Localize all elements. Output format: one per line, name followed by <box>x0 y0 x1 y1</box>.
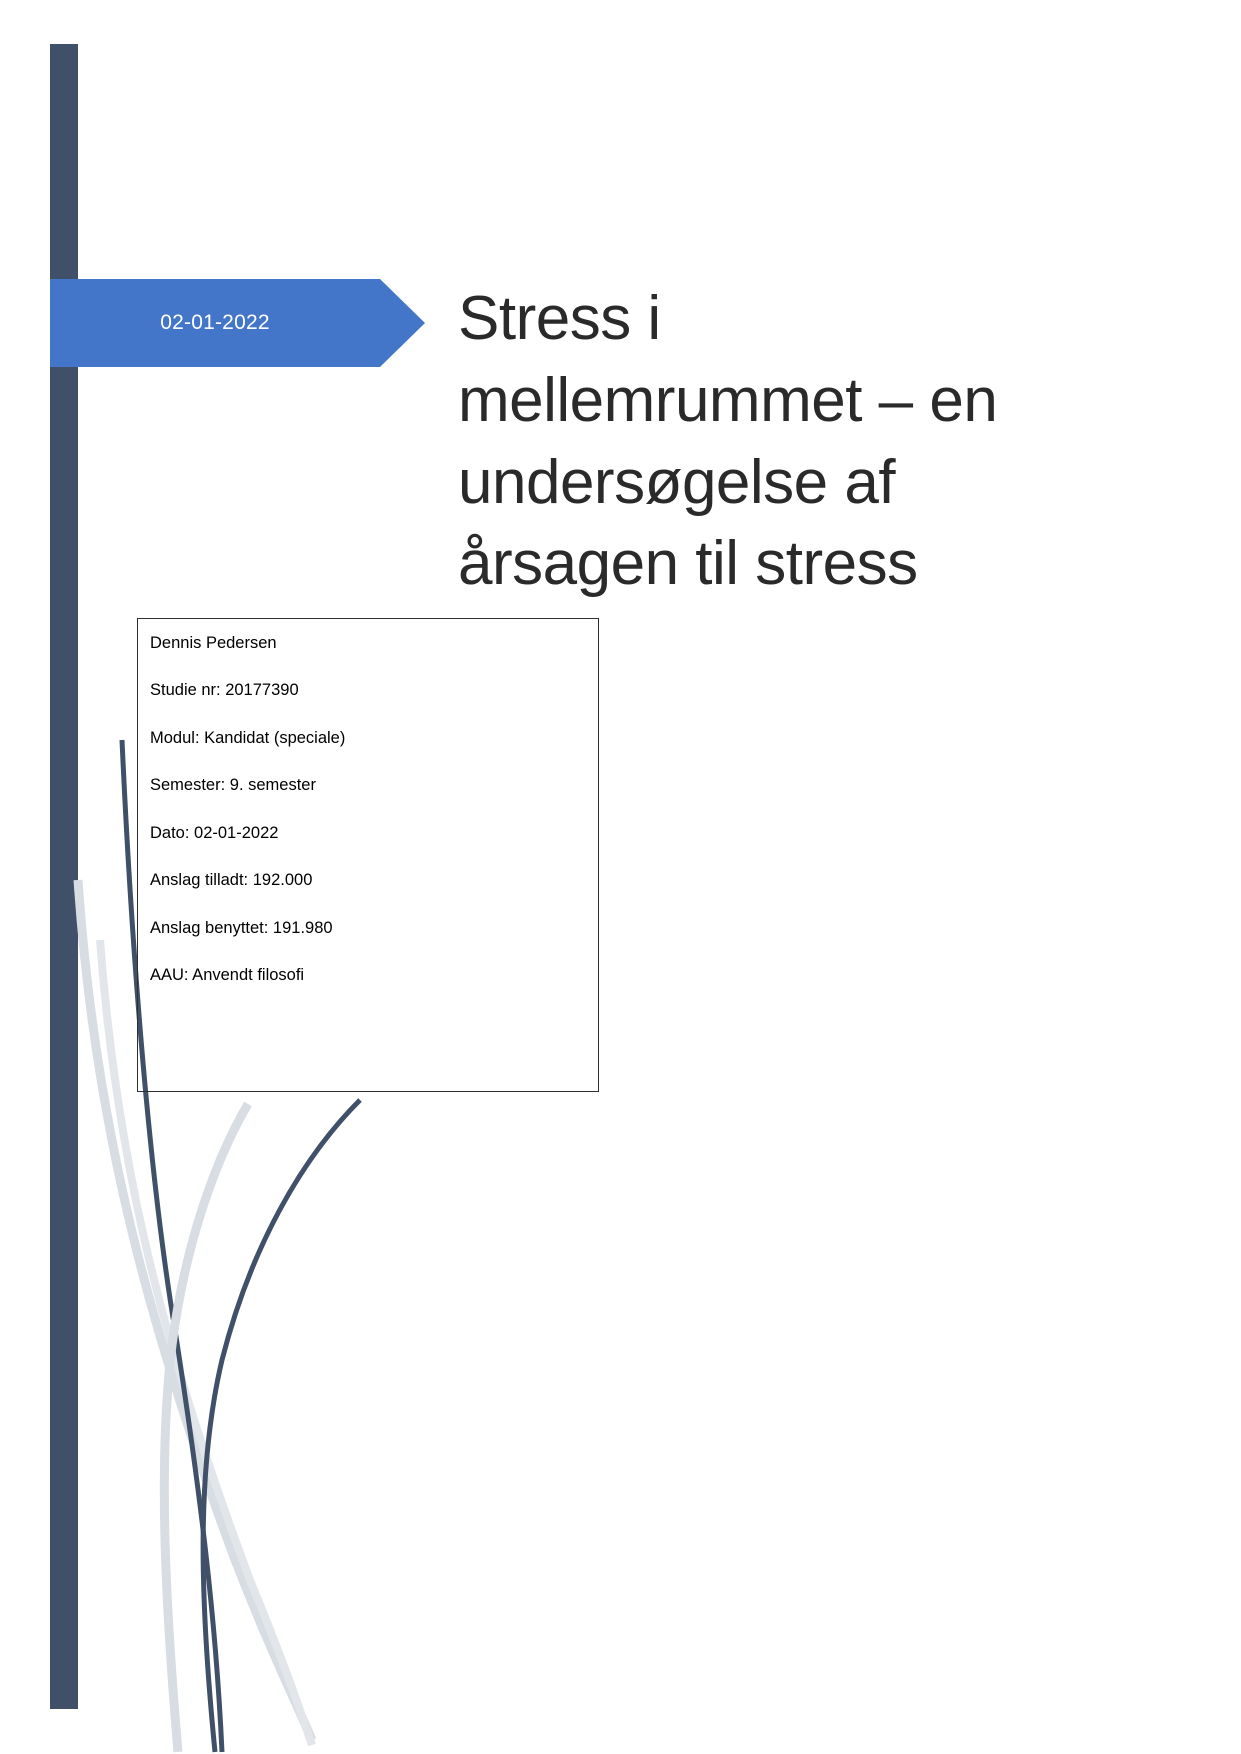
date-banner-text: 02-01-2022 <box>160 311 270 334</box>
info-line-date: Dato: 02-01-2022 <box>150 823 279 842</box>
page-title: Stress i mellemrummet – en undersøgelse af årsagen til stress <box>458 284 998 599</box>
info-line-student-number: Studie nr: 20177390 <box>150 681 299 700</box>
date-banner <box>50 279 425 367</box>
info-line-chars-used: Anslag benyttet: 191.980 <box>150 918 333 937</box>
info-box <box>137 618 599 1092</box>
info-line-chars-allowed: Anslag tilladt: 192.000 <box>150 871 313 890</box>
info-line-author: Dennis Pedersen <box>150 634 277 652</box>
info-line-institution: AAU: Anvendt filosofi <box>150 966 305 985</box>
info-line-module: Modul: Kandidat (speciale) <box>150 728 346 747</box>
info-line-semester: Semester: 9. semester <box>150 776 316 795</box>
